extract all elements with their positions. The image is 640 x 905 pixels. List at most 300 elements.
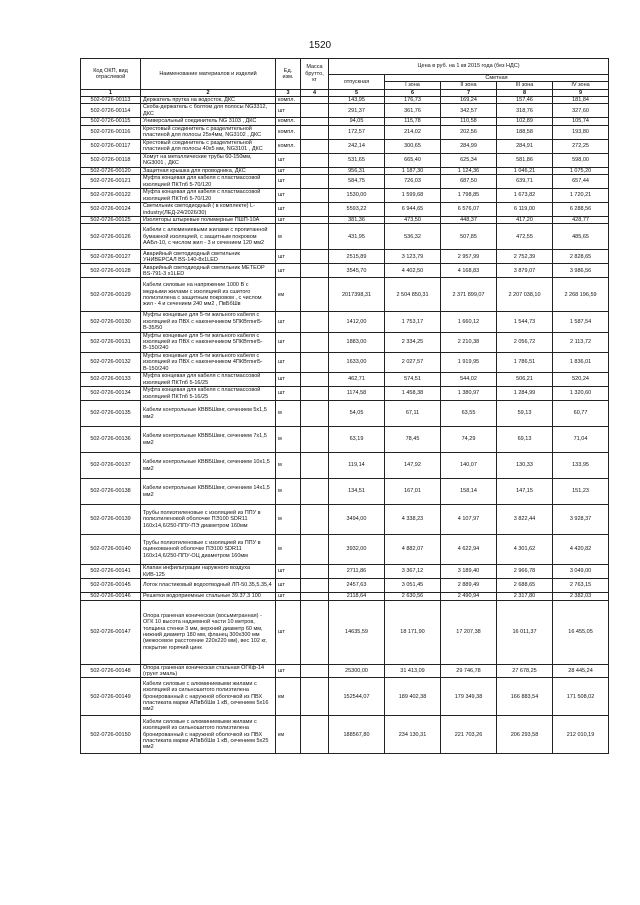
- table-row: [81, 716, 609, 754]
- row-unit: шт: [276, 167, 301, 174]
- row-zone-3-price: 2 056,72: [497, 332, 553, 352]
- row-zone-1-price: 176,73: [385, 96, 441, 103]
- row-release-price: 1883,00: [329, 332, 385, 352]
- row-zone-2-price: 284,99: [441, 139, 497, 153]
- row-zone-3-price: 157,46: [497, 96, 553, 103]
- row-zone-4-price: 171 508,02: [553, 678, 609, 716]
- row-code: 502-0726-00113: [81, 96, 141, 103]
- row-unit: шт: [276, 175, 301, 189]
- row-zone-3-price: 417,20: [497, 217, 553, 224]
- column-number: 2: [141, 89, 276, 96]
- row-mass: [301, 716, 329, 754]
- row-zone-4-price: 212 010,19: [553, 716, 609, 754]
- table-row: [81, 250, 609, 264]
- header-estimate: Сметная: [385, 75, 609, 82]
- row-name: Светильник светодиодный ( в комплекте) L-industry(ЛЕД-24/2026/30): [141, 203, 276, 217]
- row-name: Кабели силовые с алюминиевыми жилами с изоляцией из сильношитого полиэтилена бронированный с наружной оболочкой из ПВХ пластиката марки АПвБбШв 1 кВ, сечением 5х25 мм2: [141, 716, 276, 754]
- table-row: [81, 153, 609, 167]
- row-zone-3-price: 284,91: [497, 139, 553, 153]
- row-zone-4-price: 193,80: [553, 125, 609, 139]
- row-unit: м: [276, 224, 301, 250]
- row-zone-2-price: 448,37: [441, 217, 497, 224]
- table-row: [81, 125, 609, 139]
- row-zone-4-price: 133,95: [553, 453, 609, 479]
- row-zone-2-price: 3 189,40: [441, 565, 497, 579]
- row-mass: [301, 96, 329, 103]
- table-row: [81, 453, 609, 479]
- row-zone-4-price: 3 928,37: [553, 505, 609, 535]
- table-row: [81, 104, 609, 118]
- row-release-price: 188567,80: [329, 716, 385, 754]
- row-unit: шт: [276, 664, 301, 678]
- row-mass: [301, 593, 329, 600]
- table-row: [81, 264, 609, 278]
- table-row: [81, 118, 609, 125]
- row-name: Муфта концевая для кабеля с пластмассовой изоляцией ПКТпб 5-70/120: [141, 175, 276, 189]
- row-unit: шт: [276, 600, 301, 664]
- row-zone-1-price: 473,50: [385, 217, 441, 224]
- row-unit: м: [276, 427, 301, 453]
- row-zone-1-price: 167,01: [385, 479, 441, 505]
- row-name: Кабели силовые на напряжение 1000 В с медными жилами с изоляцией из сшитого полиэтилена с защитным покровом , с числом жил - 4 и сечением 240 мм2 , ПвБбШв: [141, 278, 276, 312]
- row-name: Кабели силовые с алюминиевыми жилами с изоляцией из сильношитого полиэтилена бронированный с наружной оболочкой из ПВХ пластиката марки АПвБбШв 1 кВ, сечением 5х16 мм2: [141, 678, 276, 716]
- row-release-price: 2118,64: [329, 593, 385, 600]
- header-zone-4: IV зона: [553, 82, 609, 89]
- row-code: 502-0726-00139: [81, 505, 141, 535]
- row-code: 502-0726-00120: [81, 167, 141, 174]
- row-unit: шт: [276, 250, 301, 264]
- row-zone-3-price: 639,71: [497, 175, 553, 189]
- row-zone-1-price: 214,02: [385, 125, 441, 139]
- table-row: [81, 593, 609, 600]
- row-zone-4-price: 598,00: [553, 153, 609, 167]
- row-code: 502-0726-00126: [81, 224, 141, 250]
- row-mass: [301, 387, 329, 401]
- row-zone-2-price: 4 168,83: [441, 264, 497, 278]
- row-code: 502-0726-00140: [81, 535, 141, 565]
- row-unit: шт: [276, 104, 301, 118]
- row-unit: компл.: [276, 139, 301, 153]
- row-zone-3-price: 4 301,62: [497, 535, 553, 565]
- row-name: Изоляторы штыревые полимерные ПШП-10А: [141, 217, 276, 224]
- row-name: Крестовый соединитель с разделительной пластиной для полосы 25х4мм, NG3102 , ДКС: [141, 125, 276, 139]
- row-zone-4-price: 657,44: [553, 175, 609, 189]
- row-zone-3-price: 1 786,51: [497, 352, 553, 372]
- row-release-price: 172,57: [329, 125, 385, 139]
- row-release-price: 462,71: [329, 373, 385, 387]
- header-code: Код ОКП, вид отраслевой: [81, 59, 141, 90]
- row-zone-4-price: 2 268 196,59: [553, 278, 609, 312]
- row-zone-4-price: 16 455,05: [553, 600, 609, 664]
- row-mass: [301, 579, 329, 593]
- row-zone-3-price: 2 207 038,10: [497, 278, 553, 312]
- row-name: Муфты концевые для 5-ти жильного кабеля с изоляцией из ПВХ с наконечником 5ПКВтпнгБ-В-150/240: [141, 332, 276, 352]
- row-release-price: 291,37: [329, 104, 385, 118]
- row-zone-2-price: 1 380,97: [441, 387, 497, 401]
- row-zone-4-price: 4 420,82: [553, 535, 609, 565]
- row-mass: [301, 139, 329, 153]
- row-zone-2-price: 2 490,94: [441, 593, 497, 600]
- row-code: 502-0726-00116: [81, 125, 141, 139]
- row-mass: [301, 203, 329, 217]
- table-row: [81, 167, 609, 174]
- row-zone-2-price: 342,57: [441, 104, 497, 118]
- row-mass: [301, 678, 329, 716]
- row-zone-1-price: 1 753,17: [385, 312, 441, 332]
- row-code: 502-0726-00147: [81, 600, 141, 664]
- row-zone-1-price: 1 599,68: [385, 189, 441, 203]
- row-zone-2-price: 221 703,26: [441, 716, 497, 754]
- header-price: Цена в руб. на 1 кв 2015 года (без НДС): [329, 59, 609, 75]
- row-unit: шт: [276, 593, 301, 600]
- row-code: 502-0726-00132: [81, 352, 141, 372]
- row-unit: км: [276, 678, 301, 716]
- row-zone-4-price: 3 986,56: [553, 264, 609, 278]
- row-code: 502-0726-00117: [81, 139, 141, 153]
- table-row: [81, 224, 609, 250]
- row-name: Универсальный соединитель NG 3103 , ДКС: [141, 118, 276, 125]
- table-row: [81, 373, 609, 387]
- row-release-price: 2711,86: [329, 565, 385, 579]
- table-row: [81, 139, 609, 153]
- row-zone-1-price: 4 402,50: [385, 264, 441, 278]
- row-zone-3-price: 27 678,25: [497, 664, 553, 678]
- row-zone-2-price: 110,58: [441, 118, 497, 125]
- row-release-price: 584,75: [329, 175, 385, 189]
- row-mass: [301, 118, 329, 125]
- row-zone-2-price: 1 798,85: [441, 189, 497, 203]
- row-unit: шт: [276, 352, 301, 372]
- row-mass: [301, 104, 329, 118]
- row-zone-2-price: 1 124,36: [441, 167, 497, 174]
- row-zone-2-price: 544,02: [441, 373, 497, 387]
- row-zone-4-price: 1 587,54: [553, 312, 609, 332]
- row-zone-1-price: 2 334,25: [385, 332, 441, 352]
- page-number: 1520: [308, 40, 332, 51]
- row-name: Кабели контрольные КВВБШвнг, сечением 7х1,5 мм2: [141, 427, 276, 453]
- row-zone-1-price: 189 402,38: [385, 678, 441, 716]
- row-code: 502-0726-00131: [81, 332, 141, 352]
- row-zone-2-price: 2 371 899,07: [441, 278, 497, 312]
- row-release-price: 2515,89: [329, 250, 385, 264]
- row-code: 502-0726-00129: [81, 278, 141, 312]
- row-release-price: 2017398,31: [329, 278, 385, 312]
- row-zone-3-price: 16 011,37: [497, 600, 553, 664]
- row-zone-3-price: 130,33: [497, 453, 553, 479]
- row-zone-3-price: 472,55: [497, 224, 553, 250]
- row-unit: м: [276, 479, 301, 505]
- row-zone-1-price: 234 130,31: [385, 716, 441, 754]
- table-row: [81, 175, 609, 189]
- header-zone-1: I зона: [385, 82, 441, 89]
- row-mass: [301, 175, 329, 189]
- table-row: [81, 352, 609, 372]
- row-release-price: 531,65: [329, 153, 385, 167]
- row-name: Муфта концевая для кабеля с пластмассовой изоляцией ПКТпб 5-16/25: [141, 387, 276, 401]
- row-release-price: 1530,00: [329, 189, 385, 203]
- row-code: 502-0726-00134: [81, 387, 141, 401]
- column-number: 4: [301, 89, 329, 96]
- table-row: [81, 332, 609, 352]
- table-row: [81, 535, 609, 565]
- row-name: Кабели контрольные КВВБШвнг, сечением 10х1,5 мм2: [141, 453, 276, 479]
- row-release-price: 94,05: [329, 118, 385, 125]
- row-zone-4-price: 28 445,24: [553, 664, 609, 678]
- row-code: 502-0726-00114: [81, 104, 141, 118]
- header-zone-3: III зона: [497, 82, 553, 89]
- header-mass: Масса брутто, кг: [301, 59, 329, 90]
- price-table: [80, 58, 609, 754]
- table-row: [81, 401, 609, 427]
- row-zone-2-price: 4 107,97: [441, 505, 497, 535]
- row-zone-2-price: 63,55: [441, 401, 497, 427]
- table-row: [81, 600, 609, 664]
- row-code: 502-0726-00121: [81, 175, 141, 189]
- row-zone-4-price: 1 320,60: [553, 387, 609, 401]
- row-code: 502-0726-00130: [81, 312, 141, 332]
- row-name: Решетки водоприемные стальные 39.37.3 100: [141, 593, 276, 600]
- row-release-price: 143,95: [329, 96, 385, 103]
- row-code: 502-0726-00141: [81, 565, 141, 579]
- row-name: Крестовый соединитель с разделительной пластиной для полосы 40х5 мм, NG3101 , ДКС: [141, 139, 276, 153]
- row-release-price: 3545,70: [329, 264, 385, 278]
- row-mass: [301, 352, 329, 372]
- row-zone-1-price: 3 367,12: [385, 565, 441, 579]
- row-release-price: 1174,58: [329, 387, 385, 401]
- row-unit: шт: [276, 203, 301, 217]
- row-name: Кабели с алюминиевыми жилами с пропитанной бумажной изоляцией, с защитным покровом ААБл-10, с числом жил - 3 и сечением 120 мм2: [141, 224, 276, 250]
- row-zone-3-price: 3 879,07: [497, 264, 553, 278]
- row-release-price: 14635,59: [329, 600, 385, 664]
- row-zone-4-price: 1 720,21: [553, 189, 609, 203]
- row-zone-1-price: 31 413,09: [385, 664, 441, 678]
- row-zone-2-price: 625,34: [441, 153, 497, 167]
- row-code: 502-0726-00124: [81, 203, 141, 217]
- row-zone-1-price: 115,78: [385, 118, 441, 125]
- row-zone-4-price: 485,65: [553, 224, 609, 250]
- row-code: 502-0726-00115: [81, 118, 141, 125]
- row-zone-1-price: 1 187,30: [385, 167, 441, 174]
- row-unit: шт: [276, 264, 301, 278]
- row-zone-3-price: 318,76: [497, 104, 553, 118]
- row-zone-3-price: 69,13: [497, 427, 553, 453]
- row-zone-1-price: 726,03: [385, 175, 441, 189]
- row-zone-2-price: 6 576,07: [441, 203, 497, 217]
- row-zone-1-price: 18 171,90: [385, 600, 441, 664]
- header-zone-2: II зона: [441, 82, 497, 89]
- row-unit: шт: [276, 332, 301, 352]
- table-row: [81, 96, 609, 103]
- row-zone-2-price: 140,07: [441, 453, 497, 479]
- row-release-price: 152544,07: [329, 678, 385, 716]
- row-mass: [301, 664, 329, 678]
- table-row: [81, 217, 609, 224]
- row-code: 502-0726-00145: [81, 579, 141, 593]
- row-zone-3-price: 206 293,58: [497, 716, 553, 754]
- row-release-price: 3932,00: [329, 535, 385, 565]
- row-zone-1-price: 300,65: [385, 139, 441, 153]
- row-mass: [301, 217, 329, 224]
- row-unit: шт: [276, 579, 301, 593]
- row-zone-2-price: 169,24: [441, 96, 497, 103]
- table-row: [81, 278, 609, 312]
- row-mass: [301, 153, 329, 167]
- table-row: [81, 505, 609, 535]
- row-unit: м: [276, 505, 301, 535]
- row-release-price: 2457,63: [329, 579, 385, 593]
- row-unit: компл.: [276, 125, 301, 139]
- row-zone-4-price: 428,77: [553, 217, 609, 224]
- header-release: отпускная: [329, 75, 385, 90]
- table-row: [81, 189, 609, 203]
- row-code: 502-0726-00127: [81, 250, 141, 264]
- row-release-price: 25300,00: [329, 664, 385, 678]
- row-release-price: 381,36: [329, 217, 385, 224]
- row-name: Хомут на металлические трубы 60-150мм, NG3001 , ДКС: [141, 153, 276, 167]
- row-code: 502-0726-00135: [81, 401, 141, 427]
- row-zone-4-price: 2 828,65: [553, 250, 609, 264]
- row-zone-2-price: 507,85: [441, 224, 497, 250]
- row-name: Лоток пластиковый водоотводный ЛП-50.35,5.35,4: [141, 579, 276, 593]
- row-mass: [301, 479, 329, 505]
- row-name: Скоба-держатель с болтом для полосы NG3312, ДКС: [141, 104, 276, 118]
- table-row: [81, 427, 609, 453]
- row-unit: шт: [276, 189, 301, 203]
- row-zone-3-price: 2 688,65: [497, 579, 553, 593]
- row-zone-3-price: 3 822,44: [497, 505, 553, 535]
- row-code: 502-0726-00148: [81, 664, 141, 678]
- row-code: 502-0726-00138: [81, 479, 141, 505]
- row-name: Трубы полиэтиленовые с изоляцией из ППУ в полиэтиленовой оболочке ПЭ100 SDR11 160х14,6/250-ППУ-ПЭ диаметром 160мм: [141, 505, 276, 535]
- row-release-price: 242,14: [329, 139, 385, 153]
- row-zone-1-price: 6 944,65: [385, 203, 441, 217]
- header-name: Наименование материалов и изделий: [141, 59, 276, 90]
- row-zone-2-price: 17 207,38: [441, 600, 497, 664]
- column-number: 3: [276, 89, 301, 96]
- row-zone-4-price: 71,04: [553, 427, 609, 453]
- row-zone-2-price: 2 957,99: [441, 250, 497, 264]
- row-name: Кабели контрольные КВВБШвнг, сечением 5х1,5 мм2: [141, 401, 276, 427]
- column-number: 5: [329, 89, 385, 96]
- row-zone-3-price: 102,89: [497, 118, 553, 125]
- row-release-price: 1412,00: [329, 312, 385, 332]
- row-code: 502-0726-00137: [81, 453, 141, 479]
- row-zone-1-price: 665,40: [385, 153, 441, 167]
- row-zone-1-price: 4 882,07: [385, 535, 441, 565]
- row-release-price: 119,14: [329, 453, 385, 479]
- row-name: Опора граненая коническая (восьмигранная) - ОГК 10 высота надземной части 10 метров, толщина стенки 3 мм, верхний диаметр 60 мм, нижний диаметр 180 мм, фланец 300х300 мм (межосевое расстояние 220х220 мм), вес 102 кг, покрытие горячий цинк: [141, 600, 276, 664]
- row-zone-1-price: 361,76: [385, 104, 441, 118]
- row-zone-3-price: 6 119,00: [497, 203, 553, 217]
- row-name: Муфты концевые для 5-ти жильного кабеля с изоляцией из ПВХ с наконечником 4ПКВтпнгБ-В-150/240: [141, 352, 276, 372]
- row-mass: [301, 224, 329, 250]
- row-zone-1-price: 67,11: [385, 401, 441, 427]
- row-zone-3-price: 1 673,82: [497, 189, 553, 203]
- header-unit: Ед. изм.: [276, 59, 301, 90]
- row-mass: [301, 373, 329, 387]
- row-release-price: 63,19: [329, 427, 385, 453]
- row-zone-3-price: 506,21: [497, 373, 553, 387]
- row-zone-1-price: 78,45: [385, 427, 441, 453]
- row-zone-2-price: 202,56: [441, 125, 497, 139]
- table-header: [81, 59, 609, 97]
- row-zone-3-price: 1 046,21: [497, 167, 553, 174]
- row-unit: шт: [276, 387, 301, 401]
- row-zone-3-price: 2 752,39: [497, 250, 553, 264]
- row-release-price: 1633,00: [329, 352, 385, 372]
- row-zone-3-price: 166 883,54: [497, 678, 553, 716]
- row-mass: [301, 600, 329, 664]
- row-name: Держатель прутка на водосток, ДКС: [141, 96, 276, 103]
- row-name: Муфты концевые для 5-ти жильного кабеля с изоляцией из ПВХ с наконечником 5ПКВтпнгБ-В-35/50: [141, 312, 276, 332]
- row-unit: км: [276, 716, 301, 754]
- table-row: [81, 203, 609, 217]
- row-mass: [301, 278, 329, 312]
- row-name: Аварийный светодиодный светильник МЕТЕОР BS-791-3 х1LED: [141, 264, 276, 278]
- column-number: 9: [553, 89, 609, 96]
- row-unit: шт: [276, 312, 301, 332]
- row-name: Аварийный светодиодный светильник УНИВЕРСАЛ BS-140-8х1LED: [141, 250, 276, 264]
- row-unit: компл.: [276, 96, 301, 103]
- row-code: 502-0726-00146: [81, 593, 141, 600]
- row-mass: [301, 332, 329, 352]
- row-unit: км: [276, 278, 301, 312]
- row-zone-3-price: 147,15: [497, 479, 553, 505]
- row-zone-1-price: 2 504 850,31: [385, 278, 441, 312]
- row-zone-4-price: 2 382,03: [553, 593, 609, 600]
- row-zone-1-price: 574,51: [385, 373, 441, 387]
- row-mass: [301, 167, 329, 174]
- row-name: Трубы полиэтиленовые с изоляцией из ППУ в оцинкованной оболочке ПЭ100 SDR11 160х14,6/250-ППУ-ОЦ диаметром 160мм: [141, 535, 276, 565]
- row-release-price: 431,95: [329, 224, 385, 250]
- row-mass: [301, 264, 329, 278]
- row-unit: м: [276, 535, 301, 565]
- row-unit: м: [276, 453, 301, 479]
- row-code: 502-0726-00125: [81, 217, 141, 224]
- row-name: Кабели контрольные КВВБШвнг, сечением 14х1,5 мм2: [141, 479, 276, 505]
- row-zone-1-price: 3 051,45: [385, 579, 441, 593]
- row-zone-2-price: 2 889,49: [441, 579, 497, 593]
- row-zone-4-price: 327,60: [553, 104, 609, 118]
- row-code: 502-0726-00133: [81, 373, 141, 387]
- row-mass: [301, 401, 329, 427]
- row-zone-2-price: 4 622,94: [441, 535, 497, 565]
- row-code: 502-0726-00118: [81, 153, 141, 167]
- row-mass: [301, 535, 329, 565]
- row-name: Клапан инфильтрации наружного воздуха КИВ-125: [141, 565, 276, 579]
- row-zone-3-price: 1 284,99: [497, 387, 553, 401]
- row-release-price: 3494,00: [329, 505, 385, 535]
- table-row: [81, 479, 609, 505]
- row-zone-1-price: 147,92: [385, 453, 441, 479]
- row-zone-3-price: 2 317,80: [497, 593, 553, 600]
- row-code: 502-0726-00136: [81, 427, 141, 453]
- row-unit: компл.: [276, 118, 301, 125]
- row-release-price: 54,05: [329, 401, 385, 427]
- row-zone-1-price: 3 123,79: [385, 250, 441, 264]
- row-zone-4-price: 6 288,56: [553, 203, 609, 217]
- row-mass: [301, 250, 329, 264]
- table-row: [81, 312, 609, 332]
- column-number: 8: [497, 89, 553, 96]
- row-zone-1-price: 2 027,57: [385, 352, 441, 372]
- row-mass: [301, 427, 329, 453]
- row-zone-2-price: 2 210,38: [441, 332, 497, 352]
- row-zone-2-price: 158,14: [441, 479, 497, 505]
- row-zone-1-price: 4 338,23: [385, 505, 441, 535]
- row-zone-1-price: 2 630,56: [385, 593, 441, 600]
- row-mass: [301, 453, 329, 479]
